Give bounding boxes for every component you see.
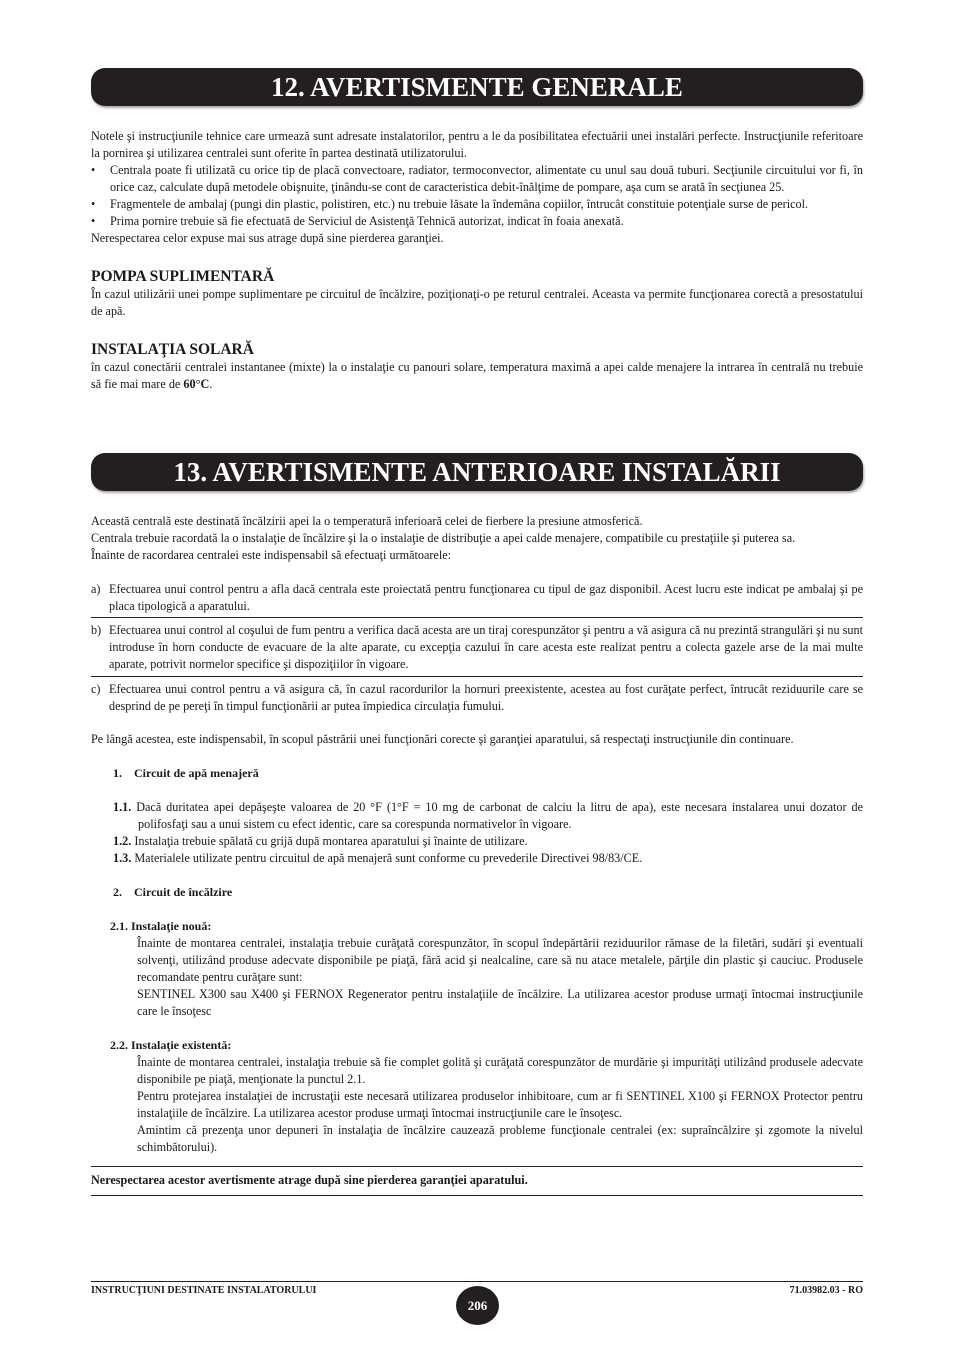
bullet-item: • Fragmentele de ambalaj (pungi din plastic, polistiren, etc.) nu trebuie lăsate la îndemâna copiilor, întrucât constituie potenţiale surse de pericol. bbox=[91, 196, 863, 213]
circuit-2-heading: 2. Circuit de încălzire bbox=[113, 885, 233, 899]
item-text: Materialele utilizate pentru circuitul de apă menajeră sunt conforme cu prevederile Directivei 98/83/CE. bbox=[134, 851, 643, 865]
page-number: 206 bbox=[456, 1286, 499, 1325]
circuit-1-heading: 1. Circuit de apă menajeră bbox=[113, 766, 259, 780]
circuit-1-item bbox=[113, 833, 863, 850]
item-text: Efectuarea unui control pentru a afla dacă centrala este proiectată pentru funcţionarea cu tipul de gaz disponibil. Acest lucru este indicat pe ambalaj şi pe placa tipologică a aparatului. bbox=[109, 582, 863, 613]
intro-text: Notele şi instrucţiunile tehnice care urmează sunt adresate instalatorilor, pentru a le da posibilitatea efectuării unei instalări perfecte. Instrucţiunile referitoare la pornirea şi utilizarea centralei sunt oferite în partea destinată utilizatorului. bbox=[91, 129, 863, 160]
bullet-item: • Prima pornire trebuie să fie efectuată de Serviciul de Asistenţă Tehnică autorizat, indicat în foaia anexată. bbox=[91, 213, 863, 230]
section-13-title: 13. AVERTISMENTE ANTERIOARE INSTALĂRII bbox=[91, 453, 863, 491]
item-text: Instalaţia trebuie spălată cu grijă după montarea aparatului şi înainte de utilizare. bbox=[134, 834, 528, 848]
check-item-c bbox=[91, 681, 863, 715]
divider bbox=[91, 676, 863, 677]
solar-text bbox=[91, 359, 863, 393]
footer-divider bbox=[91, 1281, 863, 1282]
warning-text: Nerespectarea acestor avertismente atrage după sine pierderea garanţiei aparatului. bbox=[91, 1173, 528, 1187]
item-num: 1.3. bbox=[113, 851, 132, 865]
paragraph: Această centrală este destinată încălzirii apei la o temperatură inferioară celei de fierbere la presiune atmosferică. bbox=[91, 514, 643, 528]
item-tag: b) bbox=[91, 623, 102, 637]
item-text: Efectuarea unui control al coşului de fum pentru a verifica dacă acesta are un tiraj corespunzător şi pentru a vă asigura că nu prezintă strangulări şi nu sunt introduse în horn conducte de evacuare de la alte aparate, cu excepţia cazului în care acesta este realizat pentru a colecta gazele arse de la mai multe aparate, potrivit normelor specifice şi dispoziţiilor în vigoare. bbox=[109, 623, 863, 671]
divider bbox=[91, 1195, 863, 1196]
solar-heading: INSTALAŢIA SOLARĂ bbox=[91, 341, 254, 358]
install-new-body bbox=[91, 935, 863, 1020]
circuit-1-list bbox=[91, 799, 863, 867]
install-new-heading: 2.1. Instalaţie nouă: bbox=[110, 919, 212, 933]
circuit-1-item bbox=[113, 799, 863, 833]
check-item-a bbox=[91, 581, 863, 615]
paragraph: Centrala trebuie racordată la o instalaţie de încălzire şi la o instalaţie de distribuţie a apei calde menajere, compatibile cu prestaţiile şi puterea sa. bbox=[91, 531, 796, 545]
document-code: 71.03982.03 - RO bbox=[789, 1285, 863, 1296]
check-item-b bbox=[91, 622, 863, 673]
item-num: 1.2. bbox=[113, 834, 132, 848]
outro-text: Nerespectarea celor expuse mai sus atrage după sine pierderea garanţiei. bbox=[91, 231, 444, 245]
section-12-title: 12. AVERTISMENTE GENERALE bbox=[91, 68, 863, 106]
paragraph: Înainte de racordarea centralei este indispensabil să efectuaţi următoarele: bbox=[91, 548, 452, 562]
install-existing-body bbox=[91, 1054, 863, 1156]
paragraph: Înainte de montarea centralei, instalaţia trebuie să fie complet golită şi curăţată corespunzător de murdărie şi impurităţi utilizând produsele adecvate disponibile pe piaţă, menţionate la punctul 2.1. bbox=[137, 1055, 863, 1086]
install-existing-heading: 2.2. Instalaţie existentă: bbox=[110, 1038, 232, 1052]
section-12-body bbox=[91, 128, 863, 393]
divider bbox=[91, 617, 863, 618]
bullet-item: • Centrala poate fi utilizată cu orice tip de placă convectoare, radiator, termoconvector, alimentate cu unul sau două tuburi. Secţiunile circuitului vor fi, în orice caz, calculate după metodele obişnuite, ţinându-se cont de caracteristica debit-înălţime de pompare, aşa cum se arată în secţiunea 25. bbox=[91, 162, 863, 196]
paragraph: Pe lângă acestea, este indispensabil, în scopul păstrării unei funcţionări corecte şi garanţiei aparatului, să respectaţi instrucţiunile din continuare. bbox=[91, 732, 794, 746]
pompa-heading: POMPA SUPLIMENTARĂ bbox=[91, 268, 275, 285]
item-num: 1.1. bbox=[113, 800, 132, 814]
paragraph: Înainte de montarea centralei, instalaţia trebuie curăţată corespunzător, în scopul îndepărtării reziduurilor rămase de la filetări, sudări şi eventuali solvenţi, utilizând produse adecvate disponibile pe piaţă, fără acid şi nealcaline, care să nu atace metalele, părţile din plastic şi cauciuc. Produsele recomandate pentru curăţare sunt: bbox=[137, 936, 863, 984]
paragraph: Pentru protejarea instalaţiei de incrustaţii este necesară utilizarea produselor inhibitoare, cum ar fi SENTINEL X100 şi FERNOX Protector pentru instalaţiile de încălzire. La utilizarea acestor produse urmaţi întocmai instrucţiunile care le însoţesc. bbox=[137, 1089, 863, 1120]
solar-text-body: în cazul conectării centralei instantanee (mixte) la o instalaţie cu panouri solare, temperatura maximă a apei calde menajere la intrarea în centrală nu trebuie să fie mai mare de bbox=[91, 360, 863, 391]
section-13-body bbox=[91, 513, 863, 1196]
pompa-text: În cazul utilizării unei pompe suplimentare pe circuitul de încălzire, poziţionaţi-o pe returul centralei. Aceasta va permite funcţionarea corectă a presostatului de apă. bbox=[91, 287, 863, 318]
item-tag: c) bbox=[91, 682, 101, 696]
paragraph: Amintim că prezenţa unor depuneri în instalaţia de încălzire cauzează probleme funcţionale centralei (ex: supraîncălzire şi zgomote la nivelul schimbătorului). bbox=[137, 1123, 863, 1154]
item-text: Efectuarea unui control pentru a vă asigura că, în cazul racordurilor la hornuri preexistente, acestea au fost curăţate perfect, întrucât reziduurile care se desprind de pe pereţi în timpul funcţionării ar putea împiedica circulaţia fumului. bbox=[109, 682, 863, 713]
solar-text-end: . bbox=[209, 377, 213, 391]
solar-temp: 60°C bbox=[183, 377, 210, 391]
item-tag: a) bbox=[91, 582, 101, 596]
footer-left-text: INSTRUCŢIUNI DESTINATE INSTALATORULUI bbox=[91, 1285, 317, 1296]
paragraph: SENTINEL X300 sau X400 şi FERNOX Regenerator pentru instalaţiile de încălzire. La utilizarea acestor produse urmaţi întocmai instrucţiunile care le însoţesc bbox=[137, 987, 863, 1018]
item-text: Dacă duritatea apei depăşeşte valoarea de 20 °F (1°F = 10 mg de carbonat de calciu la litru de apa), este necesara instalarea unui dozator de polifosfaţi sau a unui sistem cu efect identic, care sa corespunda normativelor în vigoare. bbox=[136, 800, 864, 831]
circuit-1-item bbox=[113, 850, 863, 867]
